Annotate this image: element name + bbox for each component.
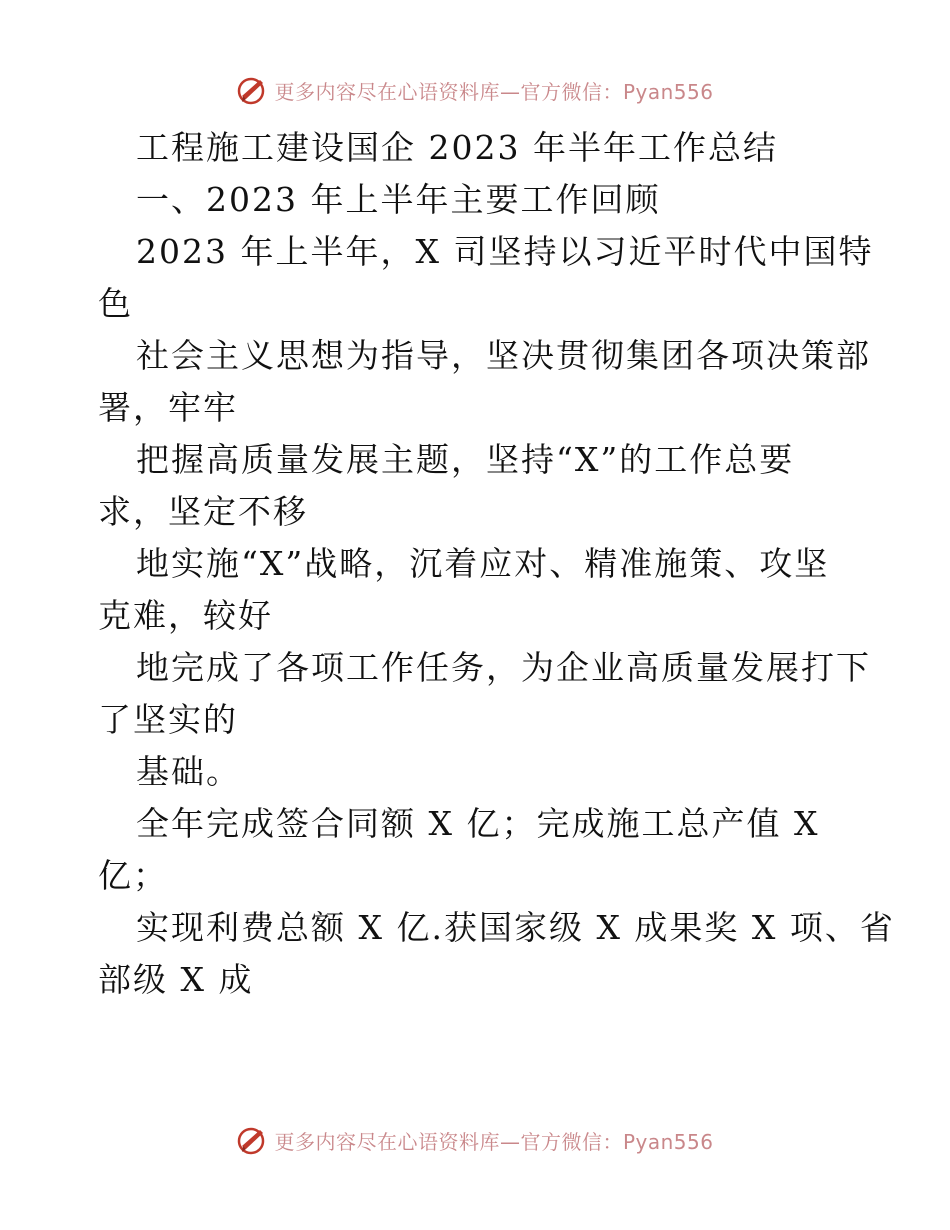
pen-logo-icon bbox=[236, 74, 268, 106]
banner-text: 更多内容尽在心语资料库—官方微信：Pyan556 bbox=[274, 1129, 714, 1154]
paragraph-line: 全年完成签合同额 X 亿；完成施工总产值 X bbox=[136, 804, 820, 843]
header-banner bbox=[0, 70, 950, 110]
paragraph-line: 地完成了各项工作任务，为企业高质量发展打下 bbox=[136, 648, 871, 687]
banner-text: 更多内容尽在心语资料库—官方微信：Pyan556 bbox=[274, 79, 714, 104]
footer-banner bbox=[0, 1120, 950, 1160]
document-body bbox=[98, 122, 895, 1006]
document-title: 工程施工建设国企 2023 年半年工作总结 bbox=[136, 128, 778, 167]
paragraph-line: 地实施“X”战略，沉着应对、精准施策、攻坚 bbox=[136, 544, 830, 583]
paragraph-line: 把握高质量发展主题，坚持“X”的工作总要 bbox=[136, 440, 795, 479]
paragraph-line: 了坚实的 bbox=[98, 700, 238, 739]
paragraph-line: 2023 年上半年，X 司坚持以习近平时代中国特 bbox=[136, 232, 874, 271]
paragraph-line: 亿； bbox=[98, 856, 168, 895]
paragraph-line: 克难，较好 bbox=[98, 596, 273, 635]
paragraph-line: 求，坚定不移 bbox=[98, 492, 308, 531]
paragraph-line: 社会主义思想为指导，坚决贯彻集团各项决策部 bbox=[136, 336, 871, 375]
pen-logo-icon bbox=[236, 1124, 268, 1156]
section-heading: 一、2023 年上半年主要工作回顾 bbox=[136, 180, 661, 219]
paragraph-line: 基础。 bbox=[136, 752, 241, 791]
paragraph-line: 部级 X 成 bbox=[98, 960, 254, 999]
paragraph-line: 实现利费总额 X 亿.获国家级 X 成果奖 X 项、省 bbox=[136, 908, 895, 947]
paragraph-line: 色 bbox=[98, 284, 133, 323]
paragraph-line: 署，牢牢 bbox=[98, 388, 238, 427]
